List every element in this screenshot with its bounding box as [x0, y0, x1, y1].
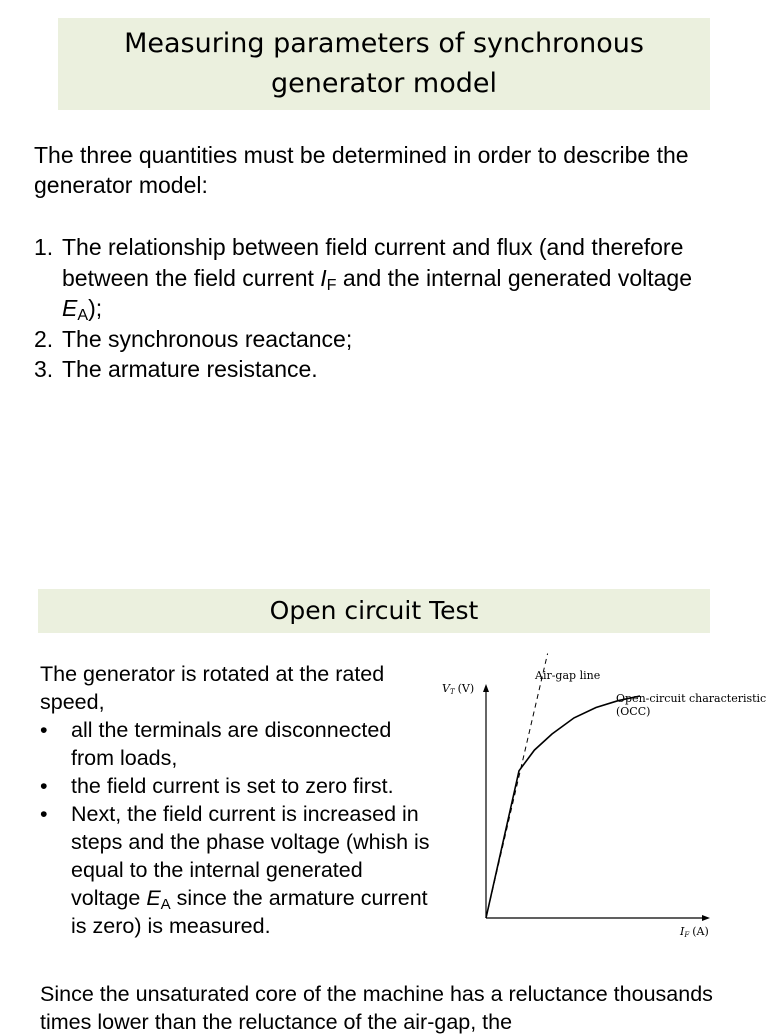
y-axis-arrow — [483, 684, 489, 692]
list-number: 2. — [34, 325, 54, 352]
slide-title-open-circuit-test: Open circuit Test — [38, 589, 710, 633]
bullet-item — [40, 716, 432, 772]
y-label-unit: (V) — [457, 682, 475, 695]
occ-label-line2: (OCC) — [616, 705, 651, 718]
subscript-a: A — [77, 306, 89, 325]
open-circuit-text — [40, 660, 432, 940]
list-text: ); — [88, 295, 103, 321]
subscript-f: F — [326, 275, 337, 294]
occ-label-line1: Open-circuit characteristic — [616, 692, 767, 705]
bullet-item — [40, 772, 432, 800]
subscript-a: A — [160, 895, 171, 913]
x-label-subscript: F — [684, 931, 690, 939]
open-circuit-bullets — [40, 716, 432, 940]
y-axis-label — [442, 682, 474, 696]
symbol-ea: E — [62, 295, 78, 321]
x-axis-arrow — [702, 915, 710, 921]
bullet-text: since the armature current is zero) is measured. — [71, 886, 428, 938]
bottom-paragraph: Since the unsaturated core of the machine has a reluctance thousands times lower than the reluctance of the air-gap, the — [40, 982, 713, 1034]
bullet-glyph: • — [40, 774, 48, 798]
x-label-symbol: I — [680, 925, 685, 938]
y-label-symbol: V — [442, 682, 450, 695]
slide-title-line2: generator model — [271, 68, 497, 99]
air-gap-line-label: Air-gap line — [535, 669, 601, 682]
slide-title-measuring-parameters — [58, 18, 710, 110]
slide-title-line1: Measuring parameters of synchronous — [124, 28, 644, 59]
list-number: 3. — [34, 356, 54, 382]
symbol-ea: E — [146, 886, 161, 910]
air-gap-line — [486, 654, 548, 919]
list-text: The armature resistance. — [62, 356, 318, 382]
list-number: 1. — [34, 234, 54, 260]
bullet-text: all the terminals are disconnected from loads, — [71, 718, 392, 770]
list-text: and the internal generated voltage — [336, 264, 693, 291]
list-text: The synchronous reactance; — [62, 325, 353, 352]
bullet-item — [40, 800, 432, 940]
quantities-list — [34, 232, 734, 385]
symbol-if: I — [320, 264, 327, 291]
list-item-field-current — [34, 232, 734, 324]
intro-paragraph: The three quantities must be determined in order to describe the generator model: — [34, 142, 689, 198]
open-circuit-paragraph: The generator is rotated at the rated speed, — [40, 662, 385, 714]
y-label-subscript: T — [449, 688, 455, 696]
bullet-text: the field current is set to zero first. — [71, 774, 394, 798]
x-label-unit: (A) — [692, 925, 709, 938]
bullet-glyph: • — [40, 718, 48, 742]
occ-curve — [486, 696, 640, 918]
list-text: The relationship between field current and flux (and therefore between the field current — [62, 234, 684, 291]
bullet-text: Next, the field current is increased in steps and the phase voltage (whish is equal to the internal generated voltage — [71, 802, 430, 910]
x-axis-label — [679, 925, 709, 939]
bullet-glyph: • — [40, 802, 48, 826]
list-item-armature-resistance — [34, 354, 734, 385]
occ-chart — [430, 660, 767, 950]
list-item-synchronous-reactance — [34, 324, 734, 355]
